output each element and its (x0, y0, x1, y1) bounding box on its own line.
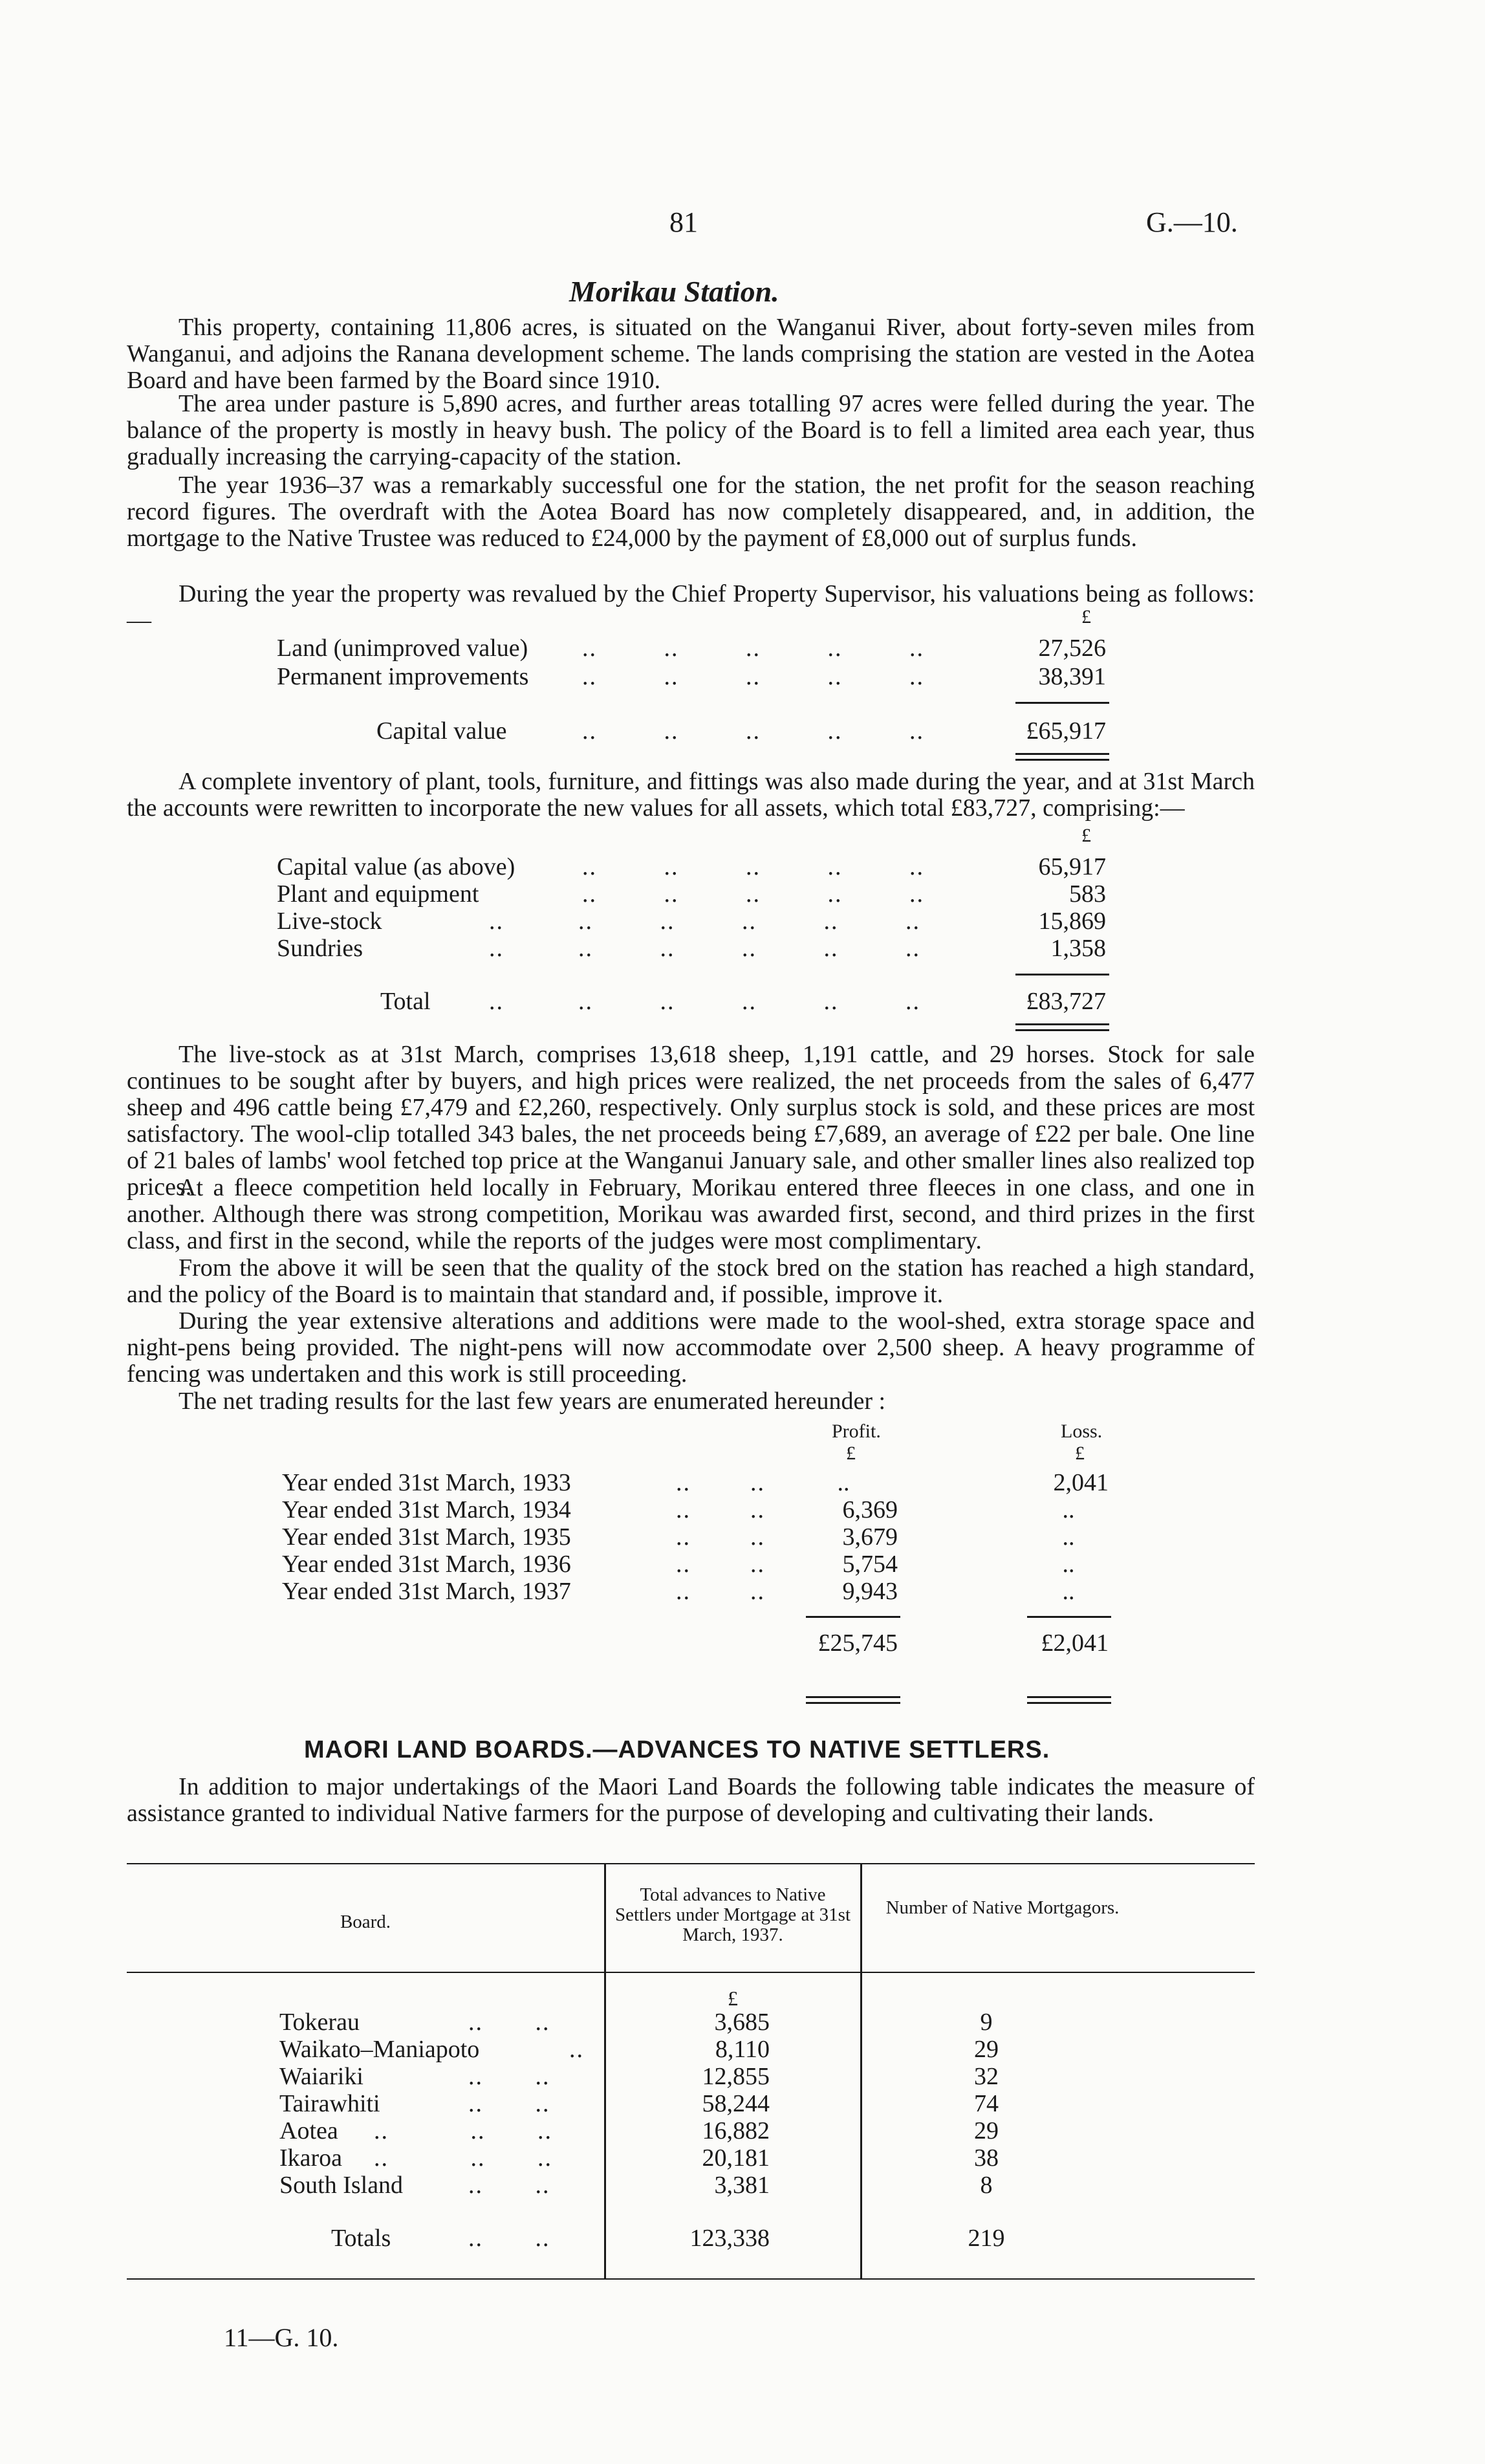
valuation-value-1: 27,526 (1038, 635, 1106, 662)
board-advances-6: 20,181 (702, 2144, 770, 2172)
document-reference: G.—10. (1146, 206, 1238, 238)
column-divider (604, 1864, 606, 2278)
board-mortgagors-7: 8 (980, 2172, 993, 2199)
paragraph-6: The live-stock as at 31st March, comprises 13,618 sheep, 1,191 cattle, and 29 horses. Stock for sale continues to be sought after by buyers, and high prices were realized, the net proceeds from the sales of 6,477 sheep and 496 cattle being £7,479 and £2,260, respectively. Only surplus stock is sold, and these prices are most satisfactory. The wool-clip totalled 343 bales, the net proceeds being £7,689, an average of £22 per bale. One line of 21 bales of lambs' wool fetched top price at the Wanganui January sale, and other smaller lines also realized top prices. (127, 1041, 1255, 1201)
trading-profit-1: .. (837, 1469, 850, 1496)
leader-dots: .. .. (676, 1551, 765, 1578)
double-rule (1015, 759, 1109, 761)
valuation-total-label: Capital value (376, 717, 507, 745)
trading-year-1: Year ended 31st March, 1933 (282, 1469, 571, 1496)
paragraph-5: A complete inventory of plant, tools, furniture, and fittings was also made during the year, and at 31st March the accounts were rewritten to incorporate the new values for all assets, which total £83,727, comprising:— (127, 768, 1255, 822)
inventory-value-4: 1,358 (1050, 935, 1106, 962)
board-name-4: Tairawhiti (279, 2090, 380, 2117)
leader-dots: .. .. .. .. .. .. (489, 935, 920, 962)
paragraph-2: The area under pasture is 5,890 acres, and further areas totalling 97 acres were felled during the year. The balance of the property is mostly in heavy bush. The policy of the Board is to fell a limited area each year, thus gradually increasing the carrying-capacity of the station. (127, 390, 1255, 470)
leader-dots: .. (569, 2036, 584, 2063)
board-mortgagors-5: 29 (974, 2117, 999, 2144)
trading-profit-5: 9,943 (842, 1578, 898, 1605)
paragraph-9: During the year extensive alterations and additions were made to the wool-shed, extra storage space and night-pens being provided. The night-pens will now accommodate over 2,500 sheep. A heavy programme of fencing was undertaken and this work is still proceeding. (127, 1307, 1255, 1388)
board-name-5: Aotea (279, 2117, 338, 2144)
table-header-mortgagors: Number of Native Mortgagors. (885, 1897, 1120, 1918)
double-rule (1015, 1029, 1109, 1031)
leader-dots: .. .. (676, 1469, 765, 1496)
double-rule (1027, 1702, 1111, 1704)
board-name-6: Ikaroa (279, 2144, 343, 2172)
leader-dots: .. .. (468, 2090, 550, 2117)
inventory-value-2: 583 (1069, 880, 1106, 908)
paragraph-1: This property, containing 11,806 acres, is situated on the Wanganui River, about forty-seven miles from Wanganui, and adjoins the Ranana development scheme. The lands comprising the station are vested in the Aotea Board and have been farmed by the Board since 1910. (127, 314, 1255, 394)
double-rule (1015, 1023, 1109, 1025)
table-currency: £ (728, 1987, 738, 2010)
board-advances-3: 12,855 (702, 2063, 770, 2090)
table-header-advances: Total advances to Native Settlers under Mortgage at 31st March, 1937. (614, 1884, 851, 1945)
leader-dots: .. .. .. .. .. (582, 635, 924, 662)
inventory-label-4: Sundries (277, 935, 363, 962)
totals-label: Totals (331, 2225, 391, 2252)
trading-profit-4: 5,754 (842, 1551, 898, 1578)
valuation-value-2: 38,391 (1038, 663, 1106, 690)
leader-dots: .. .. .. .. .. (582, 880, 924, 908)
paragraph-10: The net trading results for the last few years are enumerated hereunder : (179, 1388, 886, 1415)
trading-loss-2: .. (1062, 1496, 1075, 1523)
intro-paragraph: In addition to major undertakings of the Maori Land Boards the following table indicates the measure of assistance granted to individual Native farmers for the purpose of developing and cultivating their lands. (127, 1773, 1255, 1827)
board-advances-1: 3,685 (714, 2009, 770, 2036)
board-mortgagors-1: 9 (980, 2009, 993, 2036)
board-advances-5: 16,882 (702, 2117, 770, 2144)
leader-dots: .. .. (676, 1496, 765, 1523)
inventory-value-1: 65,917 (1038, 853, 1106, 880)
paragraph-4: During the year the property was revalued by the Chief Property Supervisor, his valuations being as follows:— (127, 580, 1255, 634)
leader-dots: .. .. .. .. .. (582, 717, 924, 745)
valuation-label-1: Land (unimproved value) (277, 635, 528, 662)
double-rule (1015, 753, 1109, 755)
board-name-1: Tokerau (279, 2009, 360, 2036)
trading-col-loss: Loss. (1061, 1421, 1103, 1442)
leader-dots: .. .. .. .. .. (582, 853, 924, 880)
totals-advances: 123,338 (689, 2225, 770, 2252)
table-header-board: Board. (340, 1912, 391, 1932)
trading-profit-3: 3,679 (842, 1523, 898, 1551)
trading-year-3: Year ended 31st March, 1935 (282, 1523, 571, 1551)
totals-mortgagors: 219 (968, 2225, 1005, 2252)
board-mortgagors-4: 74 (974, 2090, 999, 2117)
board-name-2: Waikato–Maniapoto (279, 2036, 480, 2063)
inventory-value-3: 15,869 (1038, 908, 1106, 935)
rule (1027, 1616, 1111, 1618)
board-mortgagors-6: 38 (974, 2144, 999, 2172)
column-divider (860, 1864, 862, 2278)
footer-signature: 11—G. 10. (224, 2323, 339, 2352)
inventory-total-label: Total (380, 988, 431, 1015)
board-advances-4: 58,244 (702, 2090, 770, 2117)
leader-dots: .. .. .. .. .. .. (489, 988, 920, 1015)
board-name-7: South Island (279, 2172, 404, 2199)
paragraph-3: The year 1936–37 was a remarkably successful one for the station, the net profit for the season reaching record figures. The overdraft with the Aotea Board has now completely disappeared, and, in addition, the mortgage to the Native Trustee was reduced to £24,000 by the payment of £8,000 out of surplus funds. (127, 472, 1255, 552)
leader-dots: .. .. (468, 2225, 550, 2252)
leader-dots: .. .. .. .. .. .. (489, 908, 920, 935)
page-number: 81 (669, 206, 698, 238)
section-title: Morikau Station. (569, 275, 779, 308)
trading-year-2: Year ended 31st March, 1934 (282, 1496, 571, 1523)
valuation-currency: £ (1081, 606, 1091, 627)
trading-loss-3: .. (1062, 1523, 1075, 1551)
trading-year-4: Year ended 31st March, 1936 (282, 1551, 571, 1578)
trading-profit-2: 6,369 (842, 1496, 898, 1523)
trading-total-loss: £2,041 (1041, 1630, 1109, 1657)
trading-loss-1: 2,041 (1053, 1469, 1109, 1496)
trading-col-profit: Profit. (832, 1421, 881, 1442)
leader-dots: .. .. (676, 1578, 765, 1605)
trading-year-5: Year ended 31st March, 1937 (282, 1578, 571, 1605)
section-heading: MAORI LAND BOARDS.—ADVANCES TO NATIVE SETTLERS. (304, 1736, 1050, 1763)
double-rule (806, 1696, 900, 1698)
inventory-label-1: Capital value (as above) (277, 853, 515, 880)
leader-dots: .. .. (676, 1523, 765, 1551)
trading-currency-profit: £ (846, 1443, 856, 1464)
inventory-label-3: Live-stock (277, 908, 382, 935)
rule (1015, 702, 1109, 704)
paragraph-8: From the above it will be seen that the quality of the stock bred on the station has reached a high standard, and the policy of the Board is to maintain that standard and, if possible, improve it. (127, 1254, 1255, 1308)
trading-loss-5: .. (1062, 1578, 1075, 1605)
leader-dots: .. .. (468, 2172, 550, 2199)
rule (806, 1616, 900, 1618)
trading-currency-loss: £ (1075, 1443, 1085, 1464)
double-rule (806, 1702, 900, 1704)
leader-dots: .. .. .. (374, 2144, 552, 2172)
board-advances-7: 3,381 (714, 2172, 770, 2199)
board-name-3: Waiariki (279, 2063, 363, 2090)
inventory-total-value: £83,727 (1026, 988, 1106, 1015)
board-mortgagors-3: 32 (974, 2063, 999, 2090)
leader-dots: .. .. .. (374, 2117, 552, 2144)
inventory-currency: £ (1081, 825, 1091, 846)
leader-dots: .. .. .. .. .. (582, 663, 924, 690)
leader-dots: .. .. (468, 2063, 550, 2090)
board-mortgagors-2: 29 (974, 2036, 999, 2063)
inventory-label-2: Plant and equipment (277, 880, 479, 908)
table-bottom-rule (127, 2278, 1255, 2280)
rule (1015, 974, 1109, 976)
table-top-rule (127, 1863, 1255, 1864)
table-header-rule (127, 1972, 1255, 1973)
valuation-label-2: Permanent improvements (277, 663, 529, 690)
board-advances-2: 8,110 (715, 2036, 770, 2063)
paragraph-7: At a fleece competition held locally in February, Morikau entered three fleeces in one class, and one in another. Although there was strong competition, Morikau was awarded first, second, and third prizes in the first class, and first in the second, while the reports of the judges were most complimentary. (127, 1174, 1255, 1254)
valuation-total-value: £65,917 (1026, 717, 1106, 745)
trading-total-profit: £25,745 (818, 1630, 898, 1657)
leader-dots: .. .. (468, 2009, 550, 2036)
double-rule (1027, 1696, 1111, 1698)
trading-loss-4: .. (1062, 1551, 1075, 1578)
